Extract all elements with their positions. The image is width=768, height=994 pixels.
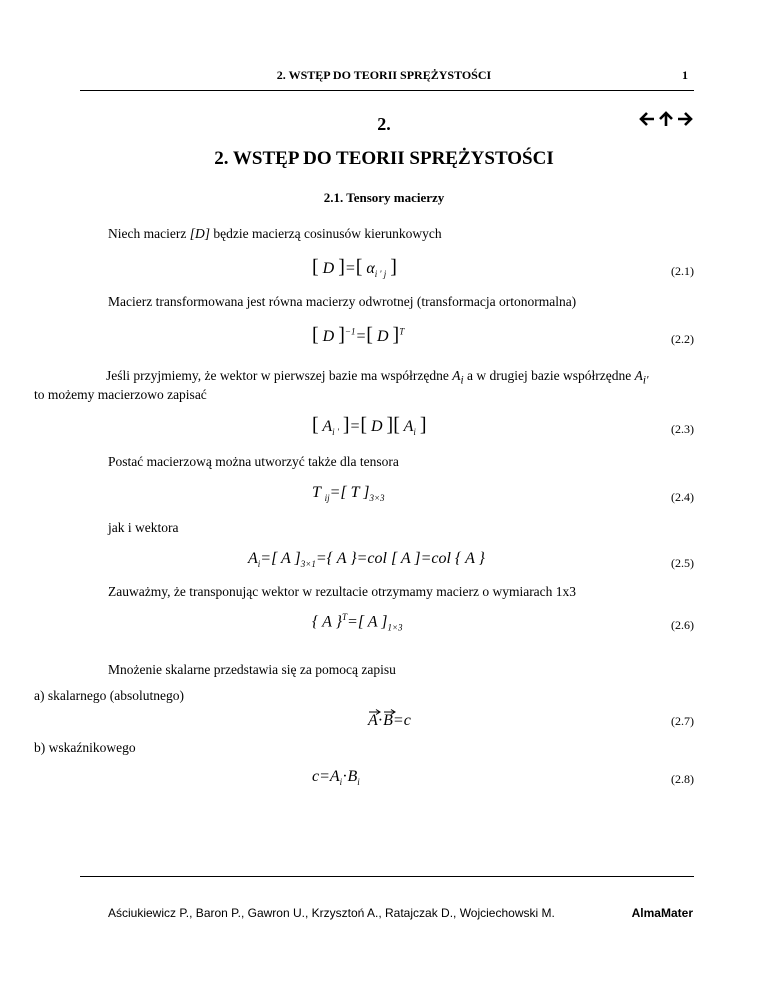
equation-number: (2.1) [671, 264, 694, 278]
equation-number: (2.7) [671, 714, 694, 728]
equation-2-8: $c=A_i\cdot B_i$ [312, 768, 360, 788]
arrow-right-icon[interactable] [676, 110, 694, 128]
list-item-b: b) wskaźnikowego [34, 740, 136, 755]
paragraph-2: Macierz transformowana jest równa macierzy odwrotnej (transformacja ortonormalna) [108, 294, 577, 309]
equation-2-6: { A }$^T$=[ A ]$_{1\times 3}$ [312, 612, 403, 633]
footer-rule [80, 876, 694, 877]
list-item-a: a) skalarnego (absolutnego) [34, 688, 184, 703]
chapter-number: 2. [377, 114, 391, 134]
equation-2-2: [ D ]$^{-1}$=[ D ]$^T$ [312, 324, 405, 346]
equation-number: (2.8) [671, 772, 694, 786]
paragraph-7: Mnożenie skalarne przedstawia się za pomocą zapisu [108, 662, 396, 677]
arrow-left-icon[interactable] [638, 110, 656, 128]
equation-number: (2.2) [671, 332, 694, 346]
equation-2-7: A ·B =c [368, 712, 411, 730]
running-header-title: 2. WSTĘP DO TEORII SPRĘŻYSTOŚCI [276, 68, 492, 82]
equation-number: (2.5) [671, 556, 694, 570]
paragraph-6: Zauważmy, że transponując wektor w rezultacie otrzymamy macierz o wymiarach 1x3 [108, 584, 577, 599]
chapter-title: 2. WSTĘP DO TEORII SPRĘŻYSTOŚCI [214, 148, 554, 169]
header-rule [80, 90, 694, 91]
equation-number: (2.3) [671, 422, 694, 436]
equation-2-5: $A_i=$[ A ]$_{3\times 1}=${ A }=col [ A ]=col { A } [248, 550, 485, 570]
paragraph-3: Jeśli przyjmiemy, że wektor w pierwszej bazie ma współrzędne $A_i$ a w drugiej bazie współrzędne $A_{i'}$ to możemy macierzowo zapisać [34, 368, 649, 402]
page-number: 1 [682, 68, 688, 82]
equation-2-3: [ $A_{i '}$ ]=[ D ][ $A_i$ ] [312, 414, 427, 438]
equation-2-1: [ D ]=[ $\alpha_{i ' j}$ ] [312, 256, 397, 280]
equation-2-4: T $_{ij}$=[ T ]$_{3\times 3}$ [312, 484, 385, 504]
equation-number: (2.4) [671, 490, 694, 504]
paragraph-5: jak i wektora [108, 520, 179, 535]
paragraph-4: Postać macierzową można utworzyć także dla tensora [108, 454, 399, 469]
footer-authors: Aściukiewicz P., Baron P., Gawron U., Krzysztoń A., Ratajczak D., Wojciechowski M. [108, 906, 555, 920]
paragraph-1: Niech macierz [D] będzie macierzą cosinusów kierunkowych [108, 226, 442, 241]
section-title: 2.1. Tensory macierzy [323, 190, 445, 205]
navigation-arrows [638, 110, 694, 128]
equation-number: (2.6) [671, 618, 694, 632]
footer-brand: AlmaMater [631, 906, 693, 920]
arrow-up-icon[interactable] [657, 110, 675, 128]
